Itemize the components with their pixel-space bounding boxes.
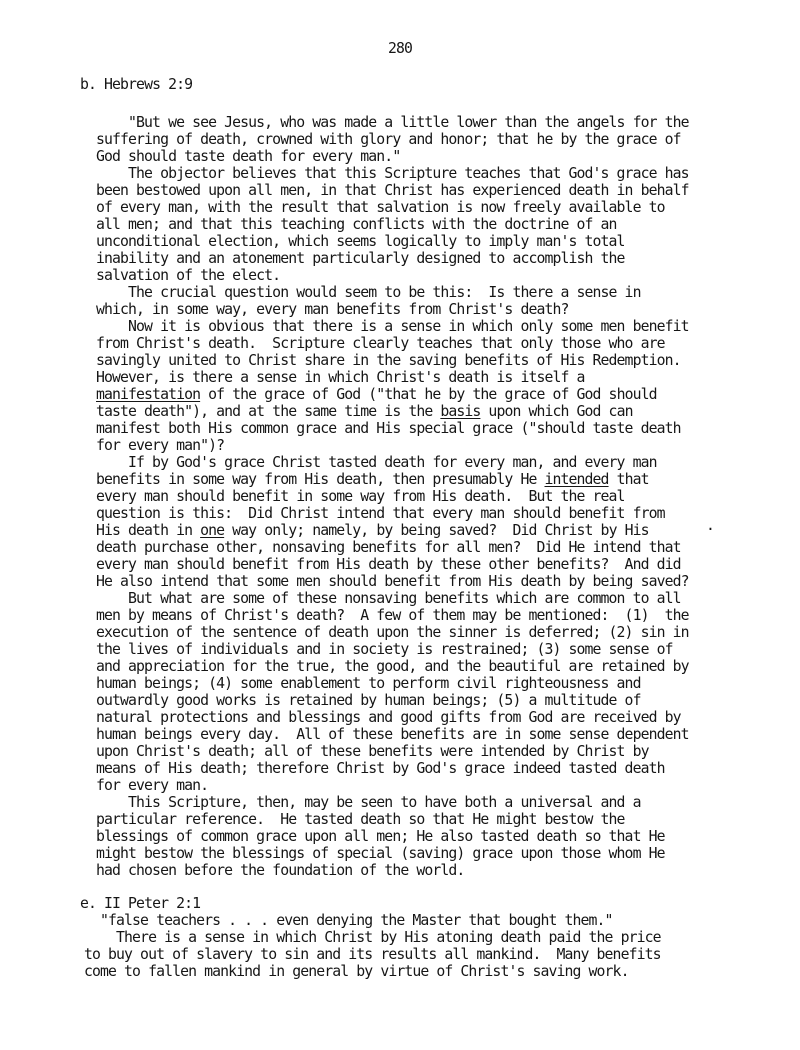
text-line: death purchase other, nonsaving benefits for all men? Did He intend that bbox=[96, 539, 681, 556]
text-line: for every man")? bbox=[96, 437, 225, 454]
text-line: inability and an atonement particularly designed to accomplish the bbox=[96, 250, 625, 267]
page-number: 280 bbox=[387, 40, 413, 57]
text-line: blessings of common grace upon all men; He also tasted death so that He bbox=[96, 828, 665, 845]
text-line: God should taste death for every man." bbox=[96, 148, 401, 165]
text-line: and appreciation for the true, the good, and the beautiful are retained by bbox=[96, 658, 689, 675]
text-line: unconditional election, which seems logically to imply man's total bbox=[96, 233, 625, 250]
text-line: means of His death; therefore Christ by God's grace indeed tasted death bbox=[96, 760, 665, 777]
text-line: the lives of individuals and in society is restrained; (3) some sense of bbox=[96, 641, 673, 658]
text-line: all men; and that this teaching conflicts with the doctrine of an bbox=[96, 216, 617, 233]
text-line: been bestowed upon all men, in that Christ has experienced death in behalf bbox=[96, 182, 689, 199]
text-line: upon Christ's death; all of these benefits were intended by Christ by bbox=[96, 743, 649, 760]
stray-dot: . bbox=[706, 517, 715, 534]
text-line: However, is there a sense in which Christ's death is itself a bbox=[96, 369, 585, 386]
text-line: men by means of Christ's death? A few of them may be mentioned: (1) the bbox=[96, 607, 689, 624]
paragraph bbox=[96, 284, 689, 318]
section-e-body bbox=[84, 912, 661, 980]
paragraph bbox=[96, 318, 689, 454]
text-line: every man should benefit from His death by these other benefits? And did bbox=[96, 556, 681, 573]
section-e-heading: e. II Peter 2:1 bbox=[80, 895, 201, 912]
text-line: which, in some way, every man benefits from Christ's death? bbox=[96, 301, 569, 318]
emphasized-word: basis bbox=[440, 403, 481, 420]
text-line: human beings every day. All of these benefits are in some sense dependent bbox=[96, 726, 689, 743]
paragraph bbox=[84, 929, 661, 980]
text-line: of every man, with the result that salvation is now freely available to bbox=[96, 199, 665, 216]
emphasized-word: intended bbox=[544, 471, 609, 488]
text-line: savingly united to Christ share in the saving benefits of His Redemption. bbox=[96, 352, 681, 369]
text-line: The objector believes that this Scripture teaches that God's grace has bbox=[96, 165, 689, 182]
text-line: execution of the sentence of death upon the sinner is deferred; (2) sin in bbox=[96, 624, 689, 641]
text-line: had chosen before the foundation of the world. bbox=[96, 862, 465, 879]
text-line: particular reference. He tasted death so that He might bestow the bbox=[96, 811, 625, 828]
section-b-body bbox=[96, 114, 689, 879]
text-line: natural protections and blessings and good gifts from God are received by bbox=[96, 709, 681, 726]
paragraph bbox=[84, 912, 661, 929]
text-line: every man should benefit in some way from His death. But the real bbox=[96, 488, 625, 505]
paragraph bbox=[96, 794, 689, 879]
text-line: salvation of the elect. bbox=[96, 267, 281, 284]
text-line: He also intend that some men should benefit from His death by being saved? bbox=[96, 573, 689, 590]
emphasized-word: manifestation bbox=[96, 386, 201, 403]
text-line: This Scripture, then, may be seen to have both a universal and a bbox=[96, 794, 641, 811]
paragraph bbox=[96, 454, 689, 590]
text-line: But what are some of these nonsaving benefits which are common to all bbox=[96, 590, 681, 607]
text-line: There is a sense in which Christ by His atoning death paid the price bbox=[84, 929, 661, 946]
text-line: The crucial question would seem to be this: Is there a sense in bbox=[96, 284, 641, 301]
text-line: outwardly good works is retained by human beings; (5) a multitude of bbox=[96, 692, 641, 709]
text-line: His death in one way only; namely, by being saved? Did Christ by His bbox=[96, 522, 649, 539]
text-line: come to fallen mankind in general by virtue of Christ's saving work. bbox=[84, 963, 629, 980]
text-line: taste death"), and at the same time is the basis upon which God can bbox=[96, 403, 633, 420]
text-line: benefits in some way from His death, then presumably He intended that bbox=[96, 471, 649, 488]
text-line: "false teachers . . . even denying the Master that bought them." bbox=[84, 912, 613, 929]
text-line: manifestation of the grace of God ("that he by the grace of God should bbox=[96, 386, 657, 403]
text-line: from Christ's death. Scripture clearly teaches that only those who are bbox=[96, 335, 665, 352]
text-line: suffering of death, crowned with glory and honor; that he by the grace of bbox=[96, 131, 681, 148]
section-b-heading: b. Hebrews 2:9 bbox=[80, 76, 193, 93]
text-line: If by God's grace Christ tasted death for every man, and every man bbox=[96, 454, 657, 471]
text-line: for every man. bbox=[96, 777, 209, 794]
emphasized-word: one bbox=[200, 522, 225, 539]
text-line: Now it is obvious that there is a sense in which only some men benefit bbox=[96, 318, 689, 335]
paragraph bbox=[96, 165, 689, 284]
text-line: might bestow the blessings of special (saving) grace upon those whom He bbox=[96, 845, 665, 862]
text-line: manifest both His common grace and His special grace ("should taste death bbox=[96, 420, 681, 437]
text-line: to buy out of slavery to sin and its results all mankind. Many benefits bbox=[84, 946, 661, 963]
paragraph bbox=[96, 114, 689, 165]
text-line: question is this: Did Christ intend that every man should benefit from bbox=[96, 505, 665, 522]
text-line: "But we see Jesus, who was made a little lower than the angels for the bbox=[96, 114, 689, 131]
text-line: human beings; (4) some enablement to perform civil righteousness and bbox=[96, 675, 641, 692]
paragraph bbox=[96, 590, 689, 794]
